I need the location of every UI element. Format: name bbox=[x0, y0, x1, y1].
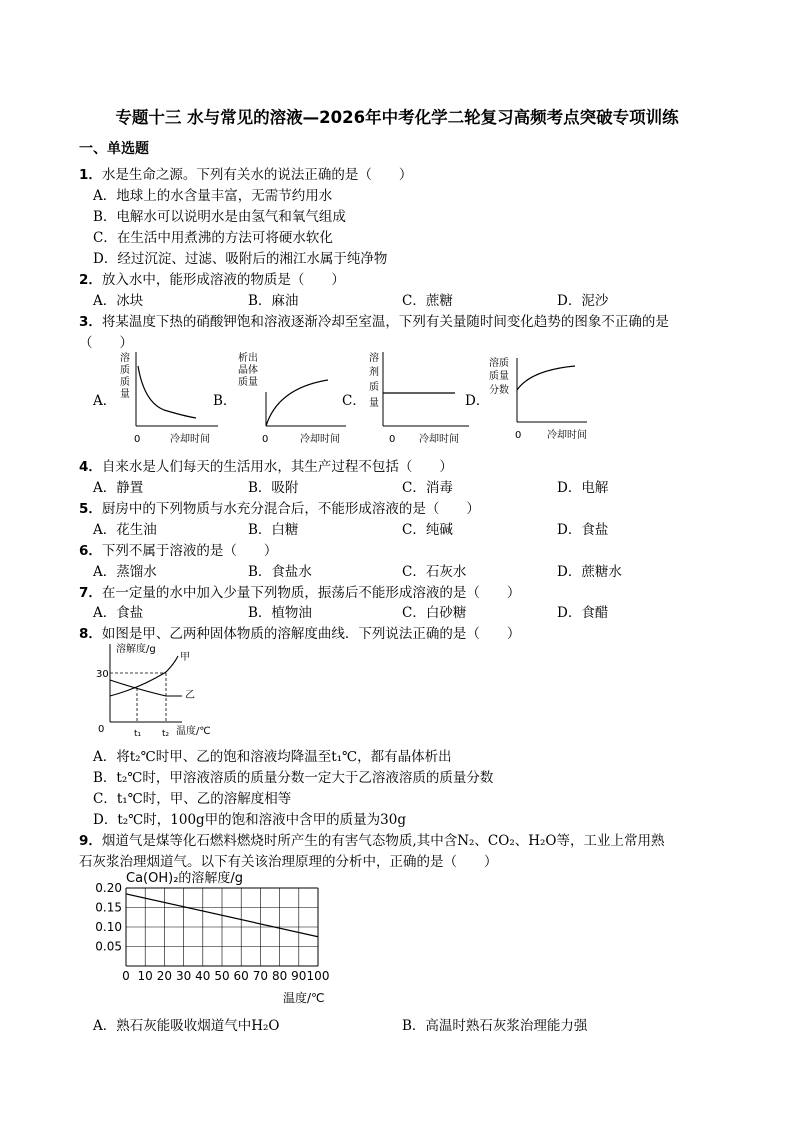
x-tick-label: 10 bbox=[137, 969, 153, 983]
x-tick-label: 0 bbox=[122, 969, 130, 983]
question-number: 1． bbox=[79, 167, 102, 183]
y-axis-label-line: 质 bbox=[369, 382, 379, 393]
option-5a[interactable]: A．花生油 bbox=[93, 522, 157, 538]
x-tick-label: 30 bbox=[175, 969, 192, 983]
y-axis-label-line: 溶质 bbox=[489, 358, 509, 369]
t2-label: t₂ bbox=[162, 729, 170, 739]
option-3d[interactable]: D． bbox=[465, 393, 490, 409]
option-4d[interactable]: D．电解 bbox=[557, 480, 609, 496]
solubility-curve-chart bbox=[90, 640, 220, 740]
question-stem: 水是生命之源。下列有关水的说法正确的是（ ） bbox=[101, 167, 413, 183]
chart-title: Ca(OH)₂的溶解度/g bbox=[126, 871, 244, 886]
option-6a[interactable]: A．蒸馏水 bbox=[93, 564, 157, 580]
origin-label: 0 bbox=[134, 434, 141, 445]
graph-3c bbox=[365, 350, 475, 446]
option-1a[interactable]: A．地球上的水含量丰富，无需节约用水 bbox=[93, 188, 333, 204]
question-stem: 在一定量的水中加入少量下列物质，振荡后不能形成溶液的是（ ） bbox=[101, 585, 521, 601]
question-number: 8． bbox=[79, 626, 102, 642]
section-title: 一、单选题 bbox=[79, 141, 149, 157]
option-3c[interactable]: C． bbox=[342, 393, 366, 409]
series-label-jia: 甲 bbox=[180, 652, 190, 663]
question-1 bbox=[79, 163, 412, 183]
option-9a[interactable]: A．熟石灰能吸收烟道气中H₂O bbox=[93, 1018, 280, 1034]
y-axis-label-line: 溶 bbox=[369, 353, 379, 364]
graph-3b bbox=[234, 350, 349, 446]
question-stem: 放入水中，能形成溶液的物质是（ ） bbox=[101, 272, 345, 288]
question-number: 2． bbox=[79, 272, 102, 288]
x-tick-label: 100 bbox=[306, 969, 330, 983]
y-axis-label-line: 质 bbox=[120, 377, 130, 388]
question-number: 7． bbox=[79, 585, 102, 601]
y-axis-label-line: 质 bbox=[120, 365, 130, 376]
y-axis-label-line: 质量 bbox=[238, 377, 258, 388]
question-number: 3． bbox=[79, 314, 102, 330]
question-3-stem-cont: （ ） bbox=[79, 335, 133, 351]
y-axis-label-line: 剂 bbox=[369, 367, 379, 378]
option-6b[interactable]: B．食盐水 bbox=[248, 564, 312, 580]
x-axis-label: 冷却时间 bbox=[419, 434, 459, 445]
graph-3a bbox=[114, 350, 224, 446]
y-axis-label: 溶解度/g bbox=[116, 644, 156, 655]
origin-label: 0 bbox=[98, 724, 105, 735]
option-1d[interactable]: D．经过沉淀、过滤、吸附后的湘江水属于纯净物 bbox=[93, 251, 388, 267]
series-label-yi: 乙 bbox=[185, 690, 195, 701]
question-5 bbox=[79, 497, 480, 517]
curve-decreasing bbox=[138, 366, 196, 418]
option-5b[interactable]: B．白糖 bbox=[248, 522, 299, 538]
question-number: 4． bbox=[79, 459, 102, 475]
question-8 bbox=[79, 622, 520, 642]
option-7d[interactable]: D．食醋 bbox=[557, 605, 609, 621]
question-9-stem-cont: 石灰浆治理烟道气。以下有关该治理原理的分析中，正确的是（ ） bbox=[79, 854, 498, 870]
option-3b[interactable]: B． bbox=[213, 393, 237, 409]
question-number: 9． bbox=[79, 833, 102, 849]
x-tick-label: 60 bbox=[233, 969, 249, 983]
x-axis-label: 冷却时间 bbox=[300, 434, 340, 445]
question-stem: 烟道气是煤等化石燃料燃烧时所产生的有害气态物质,其中含N₂、CO₂、H₂O等，工业上常用熟 bbox=[101, 833, 665, 849]
option-6d[interactable]: D．蔗糖水 bbox=[557, 564, 622, 580]
question-2 bbox=[79, 268, 345, 288]
option-8a[interactable]: A．将t₂℃时甲、乙的饱和溶液均降温至t₁℃，都有晶体析出 bbox=[93, 749, 452, 765]
x-tick-label: 70 bbox=[252, 969, 269, 983]
option-8c[interactable]: C．t₁℃时，甲、乙的溶解度相等 bbox=[93, 791, 292, 807]
question-stem: 厨房中的下列物质与水充分混合后，不能形成溶液的是（ ） bbox=[101, 501, 480, 517]
option-7c[interactable]: C．白砂糖 bbox=[402, 605, 467, 621]
question-stem: 下列不属于溶液的是（ ） bbox=[101, 543, 278, 559]
origin-label: 0 bbox=[389, 434, 396, 445]
option-6c[interactable]: C．石灰水 bbox=[402, 564, 467, 580]
question-stem: 如图是甲、乙两种固体物质的溶解度曲线．下列说法正确的是（ ） bbox=[101, 626, 521, 642]
y-tick-label: 0.20 bbox=[95, 881, 122, 895]
x-axis-label: 冷却时间 bbox=[547, 430, 587, 441]
option-7a[interactable]: A．食盐 bbox=[93, 605, 144, 621]
x-tick-label: 20 bbox=[156, 969, 173, 983]
origin-label: 0 bbox=[262, 434, 269, 445]
origin-label: 0 bbox=[515, 430, 522, 441]
curve-increasing bbox=[266, 380, 328, 426]
option-7b[interactable]: B．植物油 bbox=[248, 605, 312, 621]
graph-3d bbox=[487, 350, 597, 444]
x-axis-label: 冷却时间 bbox=[170, 434, 210, 445]
option-2b[interactable]: B．麻油 bbox=[248, 293, 299, 309]
option-9b[interactable]: B．高温时熟石灰浆治理能力强 bbox=[402, 1018, 588, 1034]
x-tick-label: 90 bbox=[291, 969, 307, 983]
t1-label: t₁ bbox=[134, 729, 142, 739]
question-4 bbox=[79, 455, 453, 475]
question-7 bbox=[79, 581, 520, 601]
y-tick-label: 0.10 bbox=[95, 920, 122, 934]
y-tick-label: 0.15 bbox=[95, 900, 122, 915]
question-number: 6． bbox=[79, 543, 102, 559]
caoh2-solubility-chart bbox=[80, 868, 360, 1008]
option-2d[interactable]: D．泥沙 bbox=[557, 293, 609, 309]
question-stem: 自来水是人们每天的生活用水，其生产过程不包括（ ） bbox=[101, 459, 453, 475]
option-2a[interactable]: A．冰块 bbox=[93, 293, 144, 309]
option-8b[interactable]: B．t₂℃时，甲溶液溶质的质量分数一定大于乙溶液溶质的质量分数 bbox=[93, 770, 494, 786]
question-9 bbox=[79, 829, 664, 849]
y-axis-label-line: 晶体 bbox=[238, 365, 258, 376]
option-4a[interactable]: A．静置 bbox=[93, 480, 144, 496]
question-number: 5． bbox=[79, 501, 102, 517]
y-axis-label-line: 质量 bbox=[489, 371, 509, 382]
option-5c[interactable]: C．纯碱 bbox=[402, 522, 453, 538]
x-tick-label: 40 bbox=[195, 969, 211, 983]
x-axis-label: 温度/℃ bbox=[283, 991, 325, 1005]
option-3a[interactable]: A． bbox=[93, 393, 117, 409]
option-2c[interactable]: C．蔗糖 bbox=[402, 293, 453, 309]
question-6 bbox=[79, 539, 277, 559]
option-1c[interactable]: C．在生活中用煮沸的方法可将硬水软化 bbox=[93, 230, 333, 246]
y-axis-label-line: 析出 bbox=[238, 353, 258, 364]
x-tick-label: 80 bbox=[271, 969, 288, 983]
y-axis-label-line: 溶 bbox=[120, 353, 130, 364]
option-4c[interactable]: C．消毒 bbox=[402, 480, 453, 496]
x-tick-label: 50 bbox=[214, 969, 230, 983]
option-8d[interactable]: D．t₂℃时，100g甲的饱和溶液中含甲的质量为30g bbox=[93, 812, 406, 828]
option-5d[interactable]: D．食盐 bbox=[557, 522, 609, 538]
page-title: 专题十三 水与常见的溶液—2026年中考化学二轮复习高频考点突破专项训练 bbox=[115, 108, 679, 127]
option-1b[interactable]: B．电解水可以说明水是由氢气和氧气组成 bbox=[93, 209, 346, 225]
y-tick-label: 30 bbox=[96, 669, 109, 680]
y-axis-label-line: 量 bbox=[369, 398, 379, 409]
question-3 bbox=[79, 310, 669, 330]
x-axis-label: 温度/℃ bbox=[176, 726, 211, 737]
curve-increasing bbox=[517, 366, 575, 390]
y-axis-label-line: 量 bbox=[120, 389, 130, 400]
option-4b[interactable]: B．吸附 bbox=[248, 480, 299, 496]
y-tick-label: 0.05 bbox=[95, 939, 122, 954]
question-stem: 将某温度下热的硝酸钾饱和溶液逐渐冷却至室温，下列有关量随时间变化趋势的图象不正确的是 bbox=[101, 314, 669, 330]
y-axis-label-line: 分数 bbox=[489, 385, 509, 396]
